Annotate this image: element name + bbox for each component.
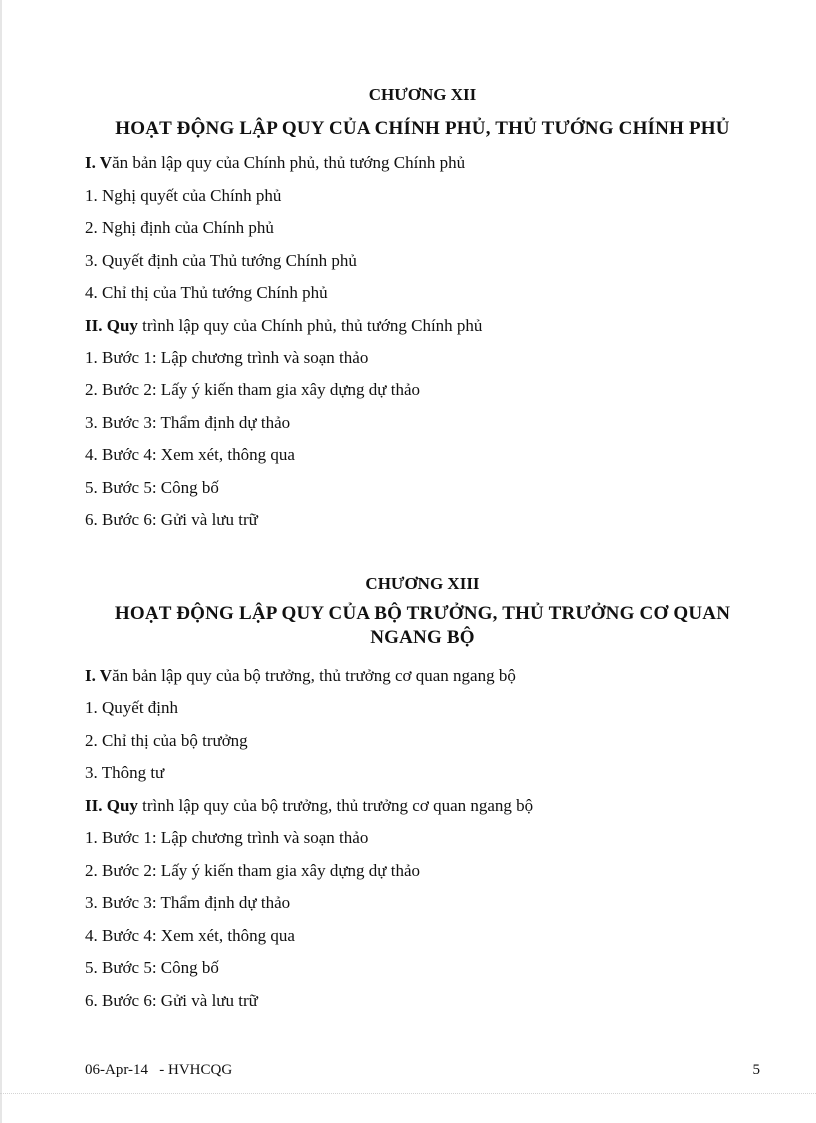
chapter-12-section-1-heading [85,152,465,174]
chapter-13-label: CHƯƠNG XIII [365,574,480,593]
list-item: 2. Nghị định của Chính phủ [85,218,274,237]
list-item: 4. Bước 4: Xem xét, thông qua [85,926,295,945]
list-item: 1. Bước 1: Lập chương trình và soạn thảo [85,348,369,367]
section-heading-text: trình lập quy của Chính phủ, thủ tướng Chính phủ [137,316,483,335]
list-item: 6. Bước 6: Gửi và lưu trữ [85,510,258,529]
section-numeral: I. V [85,666,113,685]
list-item: 3. Quyết định của Thủ tướng Chính phủ [85,251,357,270]
list-item: 1. Bước 1: Lập chương trình và soạn thảo [85,828,369,847]
page-left-edge [0,0,2,1123]
chapter-13-section-2-heading [85,795,533,817]
page-number: 5 [752,1062,760,1078]
list-item: 5. Bước 5: Công bố [85,478,219,497]
section-numeral: I. V [85,153,113,172]
list-item: 1. Nghị quyết của Chính phủ [85,186,282,205]
chapter-12-title: HOẠT ĐỘNG LẬP QUY CỦA CHÍNH PHỦ, THỦ TƯỚNG CHÍNH PHỦ [115,118,730,139]
chapter-12-section-2-heading [85,315,482,337]
list-item: 3. Bước 3: Thẩm định dự thảo [85,893,291,912]
list-item: 4. Chỉ thị của Thủ tướng Chính phủ [85,283,328,302]
list-item: 2. Bước 2: Lấy ý kiến tham gia xây dựng dự thảo [85,380,421,399]
section-heading-text: ăn bản lập quy của Chính phủ, thủ tướng Chính phủ [112,153,466,172]
section-heading-text: trình lập quy của bộ trưởng, thủ trưởng cơ quan ngang bộ [137,796,534,815]
list-item: 2. Bước 2: Lấy ý kiến tham gia xây dựng dự thảo [85,861,421,880]
chapter-12-heading [85,83,760,141]
list-item: 1. Quyết định [85,698,179,717]
section-numeral: II. Quy [85,316,138,335]
chapter-13-section-1-heading [85,665,516,687]
list-item: 2. Chỉ thị của bộ trưởng [85,731,248,750]
footer-date-organization: 06-Apr-14 - HVHCQG [85,1062,233,1078]
chapter-13-title-line-2: NGANG BỘ [370,627,475,648]
section-heading-text: ăn bản lập quy của bộ trưởng, thủ trưởng cơ quan ngang bộ [112,666,516,685]
list-item: 6. Bước 6: Gửi và lưu trữ [85,991,258,1010]
list-item: 5. Bước 5: Công bố [85,958,219,977]
chapter-13-title-line-1: HOẠT ĐỘNG LẬP QUY CỦA BỘ TRƯỞNG, THỦ TRƯỞNG CƠ QUAN [114,603,731,624]
list-item: 4. Bước 4: Xem xét, thông qua [85,445,295,464]
chapter-12-label: CHƯƠNG XII [368,85,477,104]
section-numeral: II. Quy [85,796,138,815]
list-item: 3. Thông tư [85,763,165,782]
page-bottom-divider [0,1093,816,1094]
chapter-13-heading [85,572,760,650]
list-item: 3. Bước 3: Thẩm định dự thảo [85,413,291,432]
